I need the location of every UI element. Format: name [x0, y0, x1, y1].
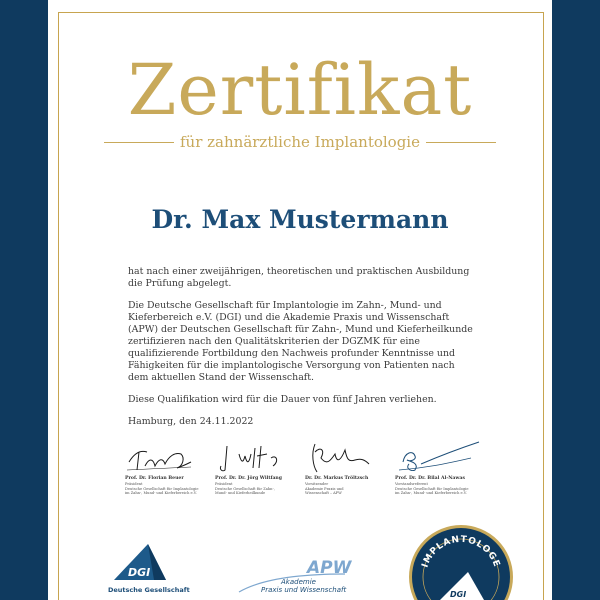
signature-troeltzsch [305, 440, 397, 496]
apw-logo [233, 552, 353, 600]
signatory-org-line2: im Zahn-, Mund- und Kieferbereich e.V. [125, 491, 197, 495]
signature-wiltfang [215, 440, 307, 496]
signatory-name: Prof. Dr. Dr. Jörg Wiltfang [215, 476, 282, 481]
signatory-role: Präsident [125, 482, 143, 486]
signatory-org: Deutsche Gesellschaft für Zahn-, [215, 486, 275, 491]
handwritten-signature-icon [305, 440, 375, 474]
dgi-caption: Deutsche Gesellschaft [108, 586, 190, 594]
signature-beuer [125, 440, 217, 496]
handwritten-signature-icon [395, 440, 485, 474]
certificate-body [128, 266, 478, 438]
implantologe-seal [406, 522, 516, 600]
signatory-name: Prof. Dr. Florian Beuer [125, 476, 184, 481]
signatory-role: Vorstandsreferent [395, 482, 428, 486]
handwritten-signature-icon [125, 440, 195, 474]
seal-mark: DGI [450, 590, 467, 599]
body-paragraph-certification: Die Deutsche Gesellschaft für Implantologie im Zahn-, Mund- und Kieferbereich e.V. (DGI) und die Akademie Praxis und Wissenschaft (APW) der Deutschen Gesellschaft für Zahn-, Mund und Kieferheilkunde zertifizieren nach den Qualitätskriterien der DGZMK für eine qualifizierende Fortbildung den Nachweis profunder Kenntnisse und Fähigkeiten für die implantologische Versorgung von Patienten nach dem aktuellen Stand der Wissenschaft. [128, 300, 473, 383]
certificate-subtitle: für zahnärztliche Implantologie [180, 133, 420, 151]
signature-block [125, 440, 485, 500]
signatory-org: Akademie Praxis und [305, 486, 344, 491]
signatory-role: Vorsitzender [305, 482, 329, 486]
signatory-name: Prof. Dr. Dr. Bilal Al-Nawas [395, 476, 465, 481]
place-and-date: Hamburg, den 24.11.2022 [128, 416, 254, 427]
body-paragraph-validity: Diese Qualifikation wird für die Dauer von fünf Jahren verliehen. [128, 394, 437, 405]
apw-line-1: Akademie [281, 578, 316, 586]
handwritten-signature-icon [215, 440, 285, 474]
dgi-logo [108, 540, 198, 600]
signatory-org: Deutsche Gesellschaft für Implantologie [125, 486, 199, 491]
body-paragraph-exam: hat nach einer zweijährigen, theoretischen und praktischen Ausbildung die Prüfung abgelegt. [128, 266, 470, 289]
signatory-role: Präsident [215, 482, 233, 486]
subtitle-rule-left [104, 142, 174, 143]
subtitle-rule-right [426, 142, 496, 143]
seal-badge-icon [406, 522, 516, 600]
recipient-name: Dr. Max Mustermann [151, 205, 449, 234]
apw-line-2: Praxis und Wissenschaft [261, 586, 347, 594]
signatory-name: Dr. Dr. Markus Tröltzsch [305, 476, 369, 481]
certificate-title: Zertifikat [127, 49, 473, 131]
signatory-org-line2: Mund- und Kieferheilkunde [215, 491, 266, 495]
signatory-org-line2: Wissenschaft – APW [305, 491, 342, 495]
signature-al-nawas [395, 440, 487, 496]
certificate-page [48, 0, 552, 600]
apw-mark: APW [307, 558, 352, 578]
signatory-org-line2: im Zahn-, Mund- und Kieferbereich e.V. [395, 491, 467, 495]
subtitle-row [48, 133, 552, 151]
dgi-mark: DGI [128, 566, 151, 579]
seal-text: IMPLANTOLOGE [420, 534, 502, 570]
dgi-triangle-icon [108, 540, 168, 586]
signatory-org: Deutsche Gesellschaft für Implantologie [395, 486, 469, 491]
